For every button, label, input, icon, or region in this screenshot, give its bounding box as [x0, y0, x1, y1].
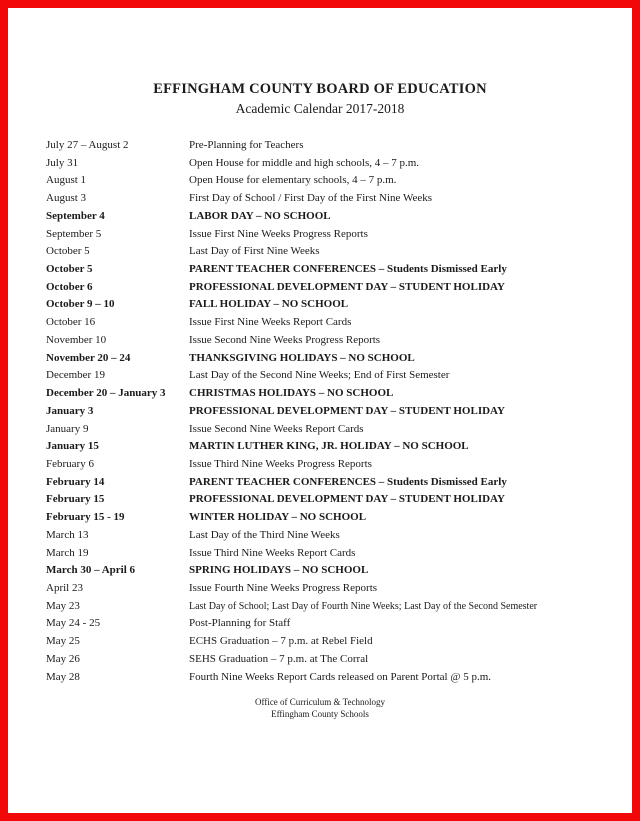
event-date: September 5 — [46, 227, 102, 240]
calendar-row — [8, 403, 632, 421]
calendar-row — [8, 155, 632, 173]
event-description: Last Day of First Nine Weeks — [189, 245, 320, 258]
calendar-row — [8, 633, 632, 651]
calendar-row — [8, 243, 632, 261]
event-description: Last Day of the Second Nine Weeks; End of First Semester — [189, 369, 450, 382]
event-description: FALL HOLIDAY – NO SCHOOL — [189, 298, 349, 311]
event-date: January 15 — [46, 440, 99, 453]
event-date: July 27 – August 2 — [46, 139, 129, 151]
calendar-row — [8, 190, 632, 208]
event-date: January 3 — [46, 404, 94, 417]
calendar-row — [8, 261, 632, 279]
calendar-row — [8, 137, 632, 155]
event-description: THANKSGIVING HOLIDAYS – NO SCHOOL — [189, 351, 415, 364]
calendar-row — [8, 456, 632, 474]
calendar-row — [8, 350, 632, 368]
event-date: March 30 – April 6 — [46, 564, 136, 577]
event-date: December 19 — [46, 369, 105, 382]
event-date: November 10 — [46, 333, 107, 346]
event-date: August 1 — [46, 174, 87, 187]
event-date: October 5 — [46, 263, 93, 276]
event-description: Fourth Nine Weeks Report Cards released on Parent Portal @ 5 p.m. — [189, 670, 492, 683]
calendar-row — [8, 296, 632, 314]
calendar-row — [8, 615, 632, 633]
event-date: May 26 — [46, 652, 80, 665]
event-description: SEHS Graduation – 7 p.m. at The Corral — [189, 652, 369, 665]
footer-line-1: Office of Curriculum & Technology — [254, 697, 385, 708]
event-date: February 6 — [46, 457, 94, 470]
footer-line-2: Effingham County Schools — [271, 709, 369, 720]
event-description: Issue First Nine Weeks Progress Reports — [189, 227, 368, 240]
event-description: PROFESSIONAL DEVELOPMENT DAY – STUDENT HOLIDAY — [189, 280, 505, 293]
calendar-rows — [8, 137, 632, 686]
event-date: October 6 — [46, 280, 93, 293]
event-date: December 20 – January 3 — [46, 387, 166, 400]
calendar-row — [8, 527, 632, 545]
event-date: May 28 — [46, 670, 80, 683]
calendar-row — [8, 314, 632, 332]
calendar-row — [8, 562, 632, 580]
calendar-row — [8, 438, 632, 456]
page-title: EFFINGHAM COUNTY BOARD OF EDUCATION — [153, 81, 487, 97]
calendar-row — [8, 651, 632, 669]
event-date: February 14 — [46, 475, 105, 488]
event-description: Post-Planning for Staff — [189, 617, 291, 630]
page-subtitle: Academic Calendar 2017-2018 — [235, 101, 405, 116]
event-description: SPRING HOLIDAYS – NO SCHOOL — [189, 564, 369, 577]
event-description: Last Day of the Third Nine Weeks — [189, 528, 340, 541]
event-date: February 15 — [46, 493, 105, 506]
calendar-row — [8, 598, 632, 616]
event-description: Issue Fourth Nine Weeks Progress Reports — [189, 581, 378, 594]
calendar-row — [8, 208, 632, 226]
event-date: August 3 — [46, 192, 87, 205]
calendar-row — [8, 669, 632, 687]
event-date: May 24 - 25 — [46, 617, 101, 630]
event-date: April 23 — [46, 581, 83, 594]
calendar-row — [8, 385, 632, 403]
event-date: November 20 – 24 — [46, 351, 131, 364]
calendar-row — [8, 509, 632, 527]
event-date: March 13 — [46, 528, 89, 541]
event-date: March 19 — [46, 546, 89, 559]
event-description: Pre-Planning for Teachers — [189, 139, 304, 151]
calendar-row — [8, 172, 632, 190]
calendar-row — [8, 580, 632, 598]
calendar-row — [8, 226, 632, 244]
event-description: Issue Third Nine Weeks Report Cards — [189, 546, 356, 559]
calendar-row — [8, 332, 632, 350]
event-description: PARENT TEACHER CONFERENCES – Students Dismissed Early — [189, 475, 507, 488]
event-date: September 4 — [46, 209, 105, 222]
event-description: PROFESSIONAL DEVELOPMENT DAY – STUDENT HOLIDAY — [189, 404, 505, 417]
event-date: February 15 - 19 — [46, 511, 125, 524]
page-footer — [8, 696, 632, 720]
event-description: Issue Second Nine Weeks Report Cards — [189, 422, 364, 435]
event-description: PARENT TEACHER CONFERENCES – Students Dismissed Early — [189, 263, 507, 276]
calendar-row — [8, 545, 632, 563]
event-description: Issue Third Nine Weeks Progress Reports — [189, 457, 372, 470]
calendar-row — [8, 491, 632, 509]
event-description: Last Day of School; Last Day of Fourth Nine Weeks; Last Day of the Second Semester — [189, 600, 538, 612]
event-description: LABOR DAY – NO SCHOOL — [189, 209, 331, 222]
event-description: Open House for middle and high schools, 4 – 7 p.m. — [189, 156, 420, 169]
event-description: Issue First Nine Weeks Report Cards — [189, 316, 352, 329]
event-date: January 9 — [46, 422, 89, 435]
event-description: ECHS Graduation – 7 p.m. at Rebel Field — [189, 635, 373, 648]
event-date: October 5 — [46, 245, 90, 258]
event-description: MARTIN LUTHER KING, JR. HOLIDAY – NO SCHOOL — [189, 440, 469, 453]
calendar-row — [8, 367, 632, 385]
calendar-row — [8, 279, 632, 297]
event-description: CHRISTMAS HOLIDAYS – NO SCHOOL — [189, 387, 394, 400]
event-description: First Day of School / First Day of the First Nine Weeks — [189, 192, 433, 205]
event-date: October 9 – 10 — [46, 298, 115, 311]
event-date: May 23 — [46, 599, 80, 612]
event-date: October 16 — [46, 316, 96, 329]
event-description: WINTER HOLIDAY – NO SCHOOL — [189, 511, 367, 524]
event-description: PROFESSIONAL DEVELOPMENT DAY – STUDENT HOLIDAY — [189, 493, 505, 506]
event-date: May 25 — [46, 635, 80, 648]
calendar-row — [8, 421, 632, 439]
event-date: July 31 — [46, 156, 79, 169]
calendar-row — [8, 474, 632, 492]
event-description: Issue Second Nine Weeks Progress Reports — [189, 333, 381, 346]
event-description: Open House for elementary schools, 4 – 7 p.m. — [189, 174, 397, 187]
